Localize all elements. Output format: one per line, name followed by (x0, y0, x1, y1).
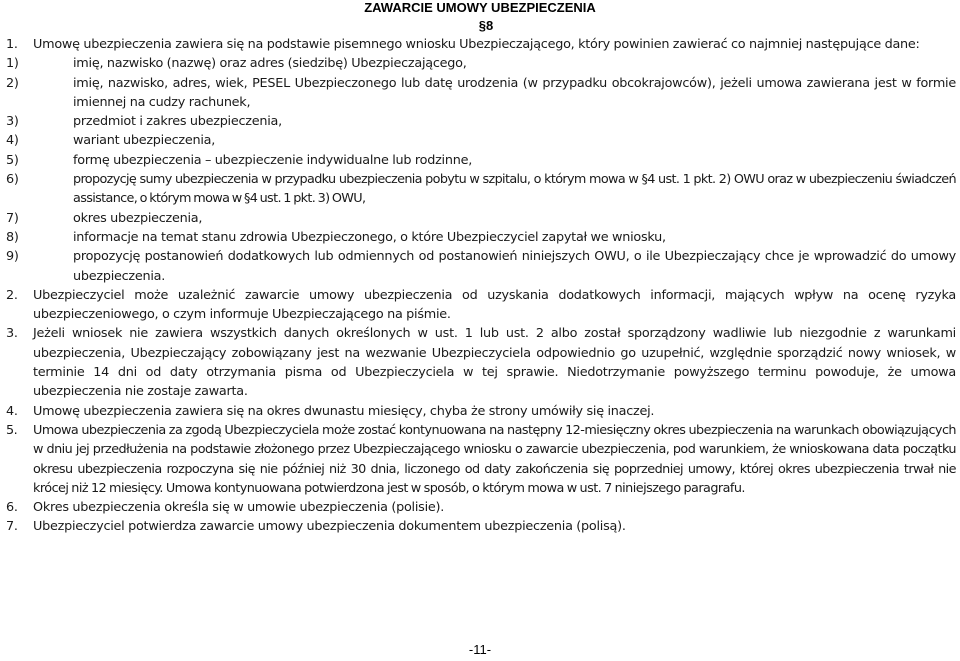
clause-text: Umowę ubezpieczenia zawiera się na podstawie pisemnego wniosku Ubezpieczającego, który powinien zawierać co najmniej następujące dane: (33, 37, 920, 52)
clause-number: 2. (6, 287, 18, 303)
list-number: 6) (6, 172, 19, 188)
clause-2 (0, 286, 960, 325)
list-text: imię, nazwisko (nazwę) oraz adres (siedzibę) Ubezpieczającego, (73, 56, 467, 72)
list-text: imię, nazwisko, adres, wiek, PESEL Ubezpieczonego lub datę urodzenia (w przypadku obcokrajowców), jeżeli umowa zawierana jest w formie imiennej na cudzy rachunek, (73, 75, 956, 110)
list-text: propozycję postanowień dodatkowych lub odmiennych od postanowień niniejszych OWU, o ile Ubezpieczający chce je wprowadzić do umowy ubezpieczenia. (73, 249, 956, 284)
document-body (0, 35, 960, 537)
clause-6 (0, 498, 960, 517)
clause-7 (0, 517, 960, 536)
list-item-4 (0, 131, 960, 150)
list-item-2 (0, 74, 960, 113)
list-number: 4) (6, 133, 19, 149)
clause-text: Umowa ubezpieczenia za zgodą Ubezpieczyciela może zostać kontynuowana na następny 12-miesięczny okres ubezpieczenia na warunkach obowiązujących w dniu jej przedłużenia na podstawie złożonego przez Ubezpieczającego wniosku o zawarcie ubezpieczenia, pod warunkiem, że wnioskowana data początku okresu ubezpieczenia rozpoczyna się nie później niż 30 dnia, liczonego od daty zakończenia się poprzedniej umowy, której okres ubezpieczenia trwał nie krócej niż 12 miesięcy. Umowa kontynuowana potwierdzona jest w sposób, o którym mowa w ust. 7 niniejszego paragrafu. (33, 422, 956, 496)
clause-text: Ubezpieczyciel może uzależnić zawarcie umowy ubezpieczenia od uzyskania dodatkowych informacji, mających wpływ na ocenę ryzyka ubezpieczeniowego, o czym informuje Ubezpieczającego na piśmie. (33, 287, 956, 323)
list-number: 2) (6, 75, 19, 91)
list-text: propozycję sumy ubezpieczenia w przypadku ubezpieczenia pobytu w szpitalu, o którym mowa w §4 ust. 1 pkt. 2) OWU oraz w ubezpieczeniu świadczeń assistance, o którym mowa w §4 ust. 1 pkt. 3) OWU, (73, 172, 956, 207)
clause-number: 1. (6, 37, 18, 52)
list-number: 5) (6, 152, 19, 168)
clause-number: 7. (6, 519, 18, 535)
clause-number: 5. (6, 422, 18, 438)
clause-5 (0, 421, 960, 498)
clause-number: 6. (6, 500, 18, 516)
clause-text: Umowę ubezpieczenia zawiera się na okres dwunastu miesięcy, chyba że strony umówiły się inaczej. (33, 403, 655, 419)
list-text: okres ubezpieczenia, (73, 210, 203, 226)
list-number: 3) (6, 114, 19, 130)
list-item-7 (0, 209, 960, 228)
list-item-9 (0, 247, 960, 286)
clause-1 (0, 35, 960, 54)
clause-3 (0, 324, 960, 401)
clause-number: 4. (6, 403, 18, 419)
list-item-6 (0, 170, 960, 209)
list-text: formę ubezpieczenia – ubezpieczenie indywidualne lub rodzinne, (73, 152, 473, 168)
list-item-8 (0, 228, 960, 247)
list-number: 1) (6, 56, 19, 72)
list-text: informacje na temat stanu zdrowia Ubezpieczonego, o które Ubezpieczyciel zapytał we wniosku, (73, 229, 666, 245)
paragraph-symbol: §8 (478, 18, 494, 33)
page-number: -11- (468, 642, 492, 657)
list-number: 9) (6, 249, 19, 265)
clause-4 (0, 402, 960, 421)
list-item-3 (0, 112, 960, 131)
clause-text: Ubezpieczyciel potwierdza zawarcie umowy ubezpieczenia dokumentem ubezpieczenia (polisą). (33, 519, 626, 535)
document-title: ZAWARCIE UMOWY UBEZPIECZENIA (364, 0, 596, 15)
list-item-1 (0, 54, 960, 73)
list-item-5 (0, 151, 960, 170)
clause-text: Jeżeli wniosek nie zawiera wszystkich danych określonych w ust. 1 lub ust. 2 albo został sporządzony wadliwie lub niezgodnie z warunkami ubezpieczenia, Ubezpieczający zobowiązany jest na wezwanie Ubezpieczyciela odpowiednio go uzupełnić, względnie sporządzić nowy wniosek, w terminie 14 dni od daty otrzymania pisma od Ubezpieczyciela w tej sprawie. Niedotrzymanie powyższego terminu powoduje, że umowa ubezpieczenia nie zostaje zawarta. (33, 326, 956, 400)
clause-number: 3. (6, 326, 18, 342)
clause-text: Okres ubezpieczenia określa się w umowie ubezpieczenia (polisie). (33, 500, 445, 516)
list-text: wariant ubezpieczenia, (73, 133, 216, 149)
list-number: 7) (6, 210, 19, 226)
list-number: 8) (6, 229, 19, 245)
list-text: przedmiot i zakres ubezpieczenia, (73, 114, 282, 130)
